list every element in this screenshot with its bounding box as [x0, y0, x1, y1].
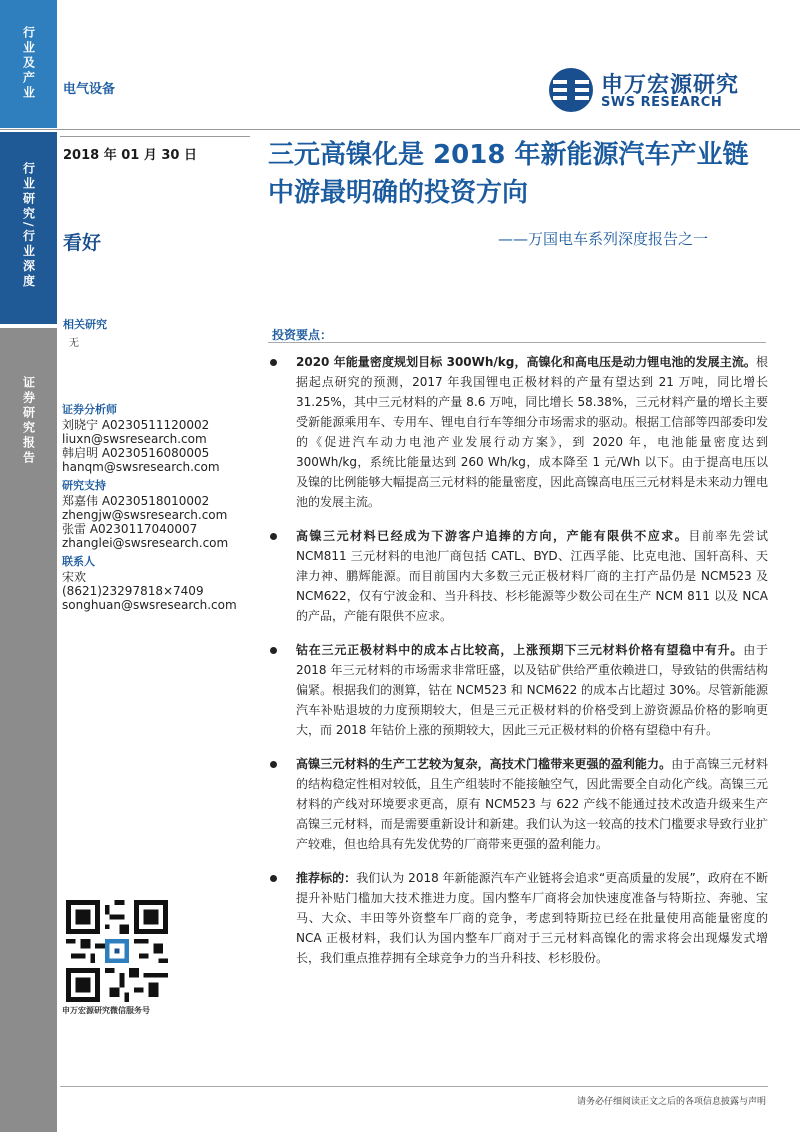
key-point-item: [268, 640, 768, 740]
sector-label: 电气设备: [63, 82, 116, 97]
sidebar-report-type-tab: [0, 132, 57, 324]
related-research-value: 无: [69, 338, 79, 349]
key-points-divider: [268, 342, 766, 343]
key-point-body: 由于高镍三元材料的结构稳定性相对较低，且生产组装时不能接触空气，因此需要全自动化产线。高镍三元材料的产线对环境要求更高，原有 NCM523 与 622 产线不能通过技术改造升级来生产高镍三元材料，而是需要重新设计和新建。我们认为这一较高的技术门槛要求导致行业扩产较难，但也给具有先发优势的厂商带来更强的盈利能力。: [296, 757, 768, 851]
analyst-email[interactable]: liuxn@swsresearch.com: [62, 432, 207, 446]
key-point-item: [268, 754, 768, 854]
report-title: 三元高镍化是 2018 年新能源汽车产业链中游最明确的投资方向: [268, 140, 749, 208]
key-point-lead: 2020 年能量密度规划目标 300Wh/kg，高镍化和高电压是动力锂电池的发展主流。: [296, 355, 756, 369]
research-support-heading: 研究支持: [62, 479, 106, 492]
left-column-divider: [60, 136, 250, 137]
key-point-body: 我们认为 2018 年新能源汽车产业链将会追求“更高质量的发展”，政府在不断提升补贴门槛加大技术推进力度。国内整车厂商将会加快速度准备与特斯拉、奔驰、宝马、大众、丰田等外资整车厂商的竞争，考虑到特斯拉已经在批量使用高能量密度的 NCA 正极材料，我们认为国内整车厂商对于三元材料高镍化的需求将会出现爆发式增长，我们重点推荐拥有全球竞争力的当升科技、杉杉股份。: [296, 871, 768, 965]
qr-code-icon: [66, 900, 168, 1002]
bullet-icon: [270, 533, 277, 540]
support-email[interactable]: zhanglei@swsresearch.com: [62, 536, 229, 550]
sws-logo: [547, 66, 767, 114]
sidebar-report-type-label: 行业研究/行业深度: [21, 162, 36, 290]
disclaimer-note: 请务必仔细阅读正文之后的各项信息披露与声明: [576, 1097, 766, 1107]
key-point-lead: 推荐标的：: [296, 871, 357, 885]
bullet-icon: [270, 761, 277, 768]
rating: 看好: [63, 232, 102, 254]
support-email[interactable]: zhengjw@swsresearch.com: [62, 508, 228, 522]
contact-email[interactable]: songhuan@swsresearch.com: [62, 598, 237, 612]
contact-name: 宋欢: [62, 570, 87, 584]
analyst-info: [62, 402, 252, 612]
support-name: 郑嘉伟 A0230518010002: [62, 494, 210, 508]
contact-heading: 联系人: [62, 555, 95, 568]
bullet-icon: [270, 359, 277, 366]
key-point-item: [268, 526, 768, 626]
key-points-heading: 投资要点：: [272, 328, 333, 342]
analyst-heading: 证券分析师: [62, 403, 117, 416]
key-point-item: [268, 868, 768, 968]
report-subtitle: ——万国电车系列深度报告之一: [498, 230, 709, 248]
footer-divider: [60, 1086, 768, 1087]
analyst-name: 韩启明 A0230516080005: [62, 446, 210, 460]
key-point-lead: 高镍三元材料已经成为下游客户追捧的方向，产能有限供不应求。: [296, 529, 689, 543]
sidebar: [0, 0, 57, 1132]
key-point-item: [268, 352, 768, 512]
key-points-list: [268, 352, 768, 982]
bullet-icon: [270, 647, 277, 654]
qr-caption: 申万宏源研究微信服务号: [62, 1006, 150, 1015]
key-point-lead: 高镍三元材料的生产工艺较为复杂，高技术门槛带来更强的盈利能力。: [296, 757, 672, 771]
key-point-body: 目前率先尝试 NCM811 三元材料的电池厂商包括 CATL、BYD、江西孚能、比克电池、国轩高科、天津力神、鹏辉能源。而目前国内大多数三元正极材料厂商的主打产品仍是 NCM523 及 NCM622，仅有宁波金和、当升科技、杉杉能源等少数公司在生产 NCM 811 以及 NCA 的产品，产能有限供不应求。: [296, 529, 768, 623]
key-point-body: 根据起点研究的预测，2017 年我国锂电正极材料的产量有望达到 21 万吨，同比增长 31.25%，其中三元材料的产量 8.6 万吨，同比增长 58.38%，三元材料产量的增长主要受新能源乘用车、专用车、锂电自行车等细分市场需求的驱动。根据工信部等四部委印发的《促进汽车动力电池产业发展行动方案》，到 2020 年，电池能量密度达到 300Wh/kg，系统比能量达到 260 Wh/kg，成本降至 1 元/Wh 以下。由于提高电压以及镍的比例能够大幅提高三元材料的能量密度，因此高镍高电压三元材料是未来动力锂电池的发展主流。: [296, 355, 768, 509]
support-name: 张雷 A0230117040007: [62, 522, 198, 536]
sidebar-category-label: 行业及产业: [21, 26, 36, 101]
analyst-email[interactable]: hanqm@swsresearch.com: [62, 460, 220, 474]
sidebar-category-tab: [0, 0, 57, 128]
report-date: 2018 年 01 月 30 日: [63, 148, 197, 163]
logo-chinese-text: 申万宏源研究: [601, 73, 740, 98]
analyst-name: 刘晓宁 A0230511120002: [62, 418, 210, 432]
related-research-heading: 相关研究: [63, 318, 107, 331]
header-divider: [0, 129, 800, 130]
sidebar-doc-type-tab: [0, 328, 57, 1132]
key-point-body: 由于 2018 年三元材料的市场需求非常旺盛，以及钴矿供给严重依赖进口，导致钴的供需结构偏紧。根据我们的测算，钴在 NCM523 和 NCM622 的成本占比超过 30%。尽管新能源汽车补贴退坡的力度预期较大，但是三元正极材料的价格受到上游资源品价格的影响更大，而 2018 年钴价上涨的预期较大，因此三元正极材料的价格有望稳中有升。: [296, 643, 768, 737]
key-point-lead: 钴在三元正极材料中的成本占比较高，上涨预期下三元材料价格有望稳中有升。: [296, 643, 744, 657]
sidebar-doc-type-label: 证券研究报告: [21, 376, 36, 466]
logo-english-text: SWS RESEARCH: [601, 95, 723, 110]
bullet-icon: [270, 875, 277, 882]
sws-logo-icon: [547, 66, 595, 114]
contact-phone: (8621)23297818×7409: [62, 584, 204, 598]
